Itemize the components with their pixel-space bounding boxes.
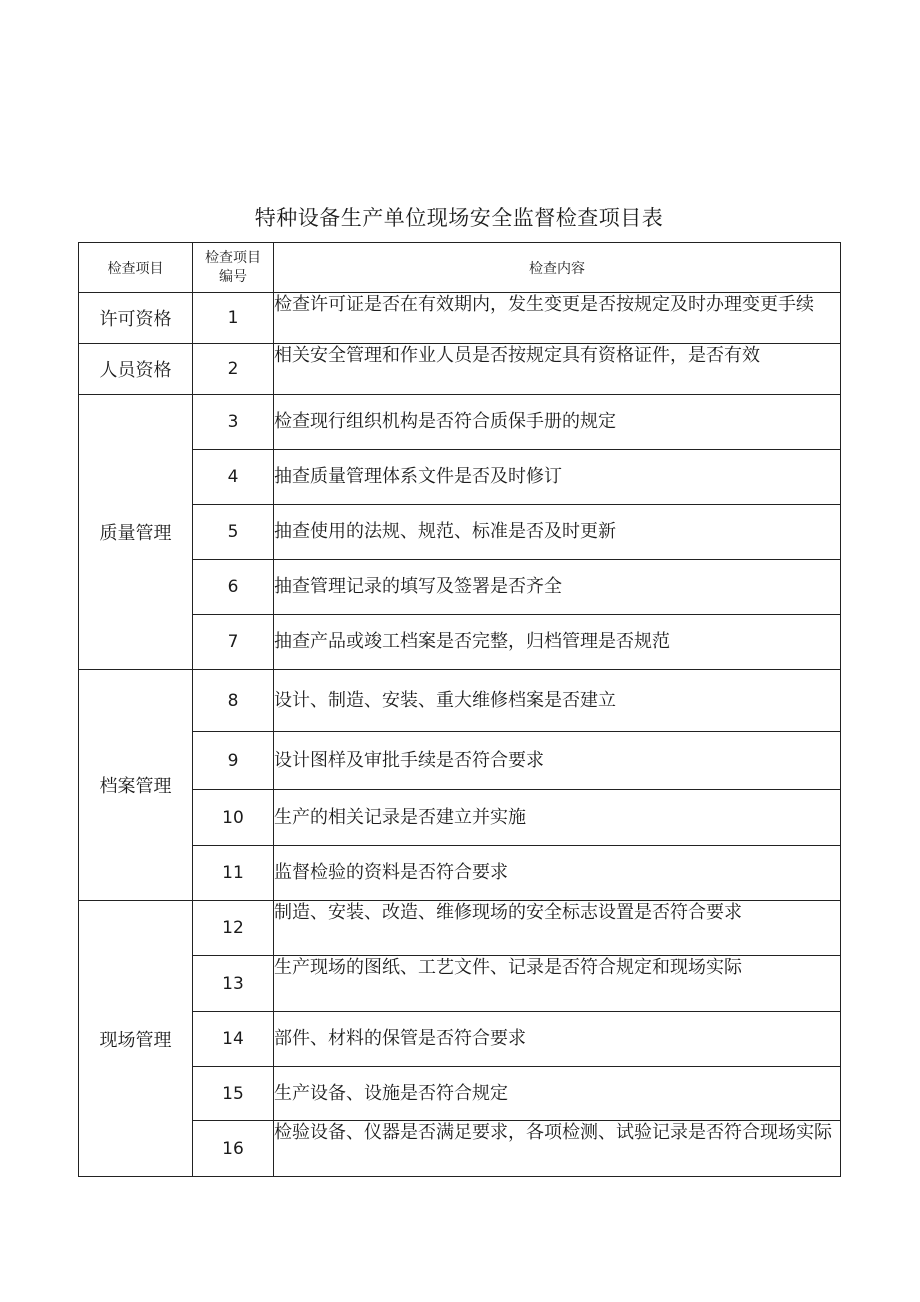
number-cell: 5 (193, 505, 274, 560)
number-cell: 16 (193, 1121, 274, 1177)
content-cell: 部件、材料的保管是否符合要求 (274, 1012, 841, 1067)
inspection-table (78, 242, 841, 1177)
number-cell: 2 (193, 344, 274, 395)
header-number-line2: 编号 (219, 268, 247, 285)
number-cell: 11 (193, 846, 274, 901)
content-cell: 抽查管理记录的填写及签署是否齐全 (274, 560, 841, 615)
header-item: 检查项目 (79, 243, 193, 293)
content-cell: 检查许可证是否在有效期内，发生变更是否按规定及时办理变更手续 (274, 293, 841, 344)
number-cell: 13 (193, 956, 274, 1012)
table-row (79, 1067, 841, 1121)
number-cell: 4 (193, 450, 274, 505)
number-cell: 6 (193, 560, 274, 615)
content-cell: 制造、安装、改造、维修现场的安全标志设置是否符合要求 (274, 901, 841, 956)
number-cell: 8 (193, 670, 274, 732)
table-row (79, 901, 841, 956)
content-cell: 抽查使用的法规、规范、标准是否及时更新 (274, 505, 841, 560)
header-number-line1: 检查项目 (205, 249, 261, 266)
table-row (79, 846, 841, 901)
header-row (79, 243, 841, 293)
content-cell: 监督检验的资料是否符合要求 (274, 846, 841, 901)
content-cell: 抽查质量管理体系文件是否及时修订 (274, 450, 841, 505)
table-row (79, 344, 841, 395)
number-cell: 15 (193, 1067, 274, 1121)
content-cell: 生产现场的图纸、工艺文件、记录是否符合规定和现场实际 (274, 956, 841, 1012)
number-cell: 10 (193, 790, 274, 846)
group-cell-archive: 档案管理 (79, 670, 193, 901)
group-cell-quality: 质量管理 (79, 395, 193, 670)
page-title: 特种设备生产单位现场安全监督检查项目表 (254, 206, 664, 230)
table-row (79, 670, 841, 732)
content-cell: 设计图样及审批手续是否符合要求 (274, 732, 841, 790)
table-row (79, 450, 841, 505)
content-cell: 抽查产品或竣工档案是否完整，归档管理是否规范 (274, 615, 841, 670)
table-row (79, 560, 841, 615)
content-cell: 生产的相关记录是否建立并实施 (274, 790, 841, 846)
table-row (79, 790, 841, 846)
header-number (193, 243, 274, 293)
group-cell-personnel: 人员资格 (79, 344, 193, 395)
content-cell: 检查现行组织机构是否符合质保手册的规定 (274, 395, 841, 450)
number-cell: 3 (193, 395, 274, 450)
table-row (79, 1121, 841, 1177)
header-content: 检查内容 (274, 243, 841, 293)
content-cell: 相关安全管理和作业人员是否按规定具有资格证件，是否有效 (274, 344, 841, 395)
content-cell: 设计、制造、安装、重大维修档案是否建立 (274, 670, 841, 732)
content-cell: 生产设备、设施是否符合规定 (274, 1067, 841, 1121)
table-row (79, 615, 841, 670)
number-cell: 9 (193, 732, 274, 790)
number-cell: 12 (193, 901, 274, 956)
table-row (79, 293, 841, 344)
number-cell: 7 (193, 615, 274, 670)
number-cell: 1 (193, 293, 274, 344)
table-row (79, 395, 841, 450)
number-cell: 14 (193, 1012, 274, 1067)
table-row (79, 732, 841, 790)
table-row (79, 1012, 841, 1067)
group-cell-site: 现场管理 (79, 901, 193, 1177)
group-cell-license: 许可资格 (79, 293, 193, 344)
table-row (79, 956, 841, 1012)
table-row (79, 505, 841, 560)
content-cell: 检验设备、仪器是否满足要求，各项检测、试验记录是否符合现场实际 (274, 1121, 841, 1177)
